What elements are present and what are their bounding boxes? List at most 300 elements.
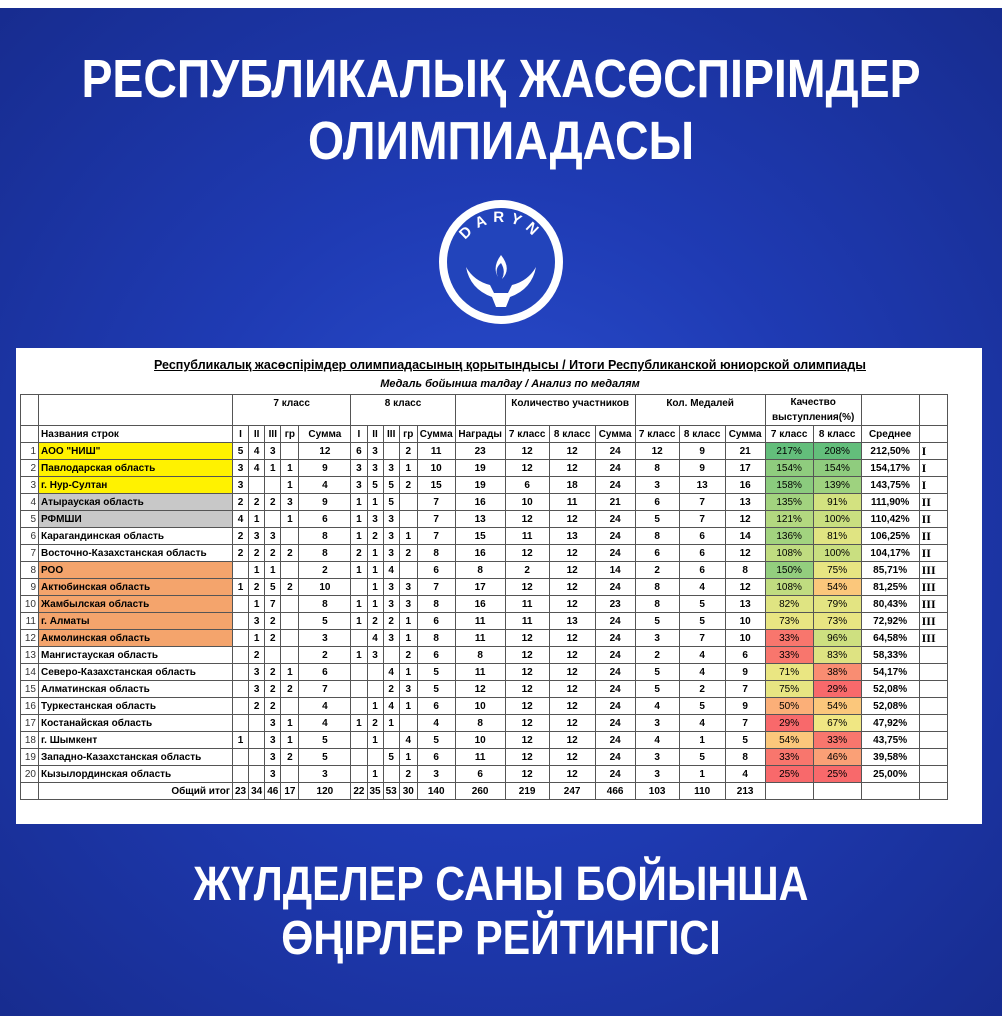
average-value: 81,25% bbox=[861, 579, 919, 596]
class7-value: 4 bbox=[299, 715, 351, 732]
class8-value: 2 bbox=[399, 545, 417, 562]
class7-value: 4 bbox=[249, 443, 265, 460]
participants-value: 12 bbox=[505, 664, 549, 681]
average-value: 58,33% bbox=[861, 647, 919, 664]
class8-value: 1 bbox=[399, 613, 417, 630]
class8-value: 8 bbox=[417, 545, 455, 562]
group-header-medals: Кол. Медалей bbox=[635, 395, 765, 411]
column-header: 8 класс bbox=[549, 426, 595, 443]
column-header: гр bbox=[281, 426, 299, 443]
average-value: 85,71% bbox=[861, 562, 919, 579]
participants-value: 24 bbox=[595, 698, 635, 715]
quality-7-value: 135% bbox=[765, 494, 813, 511]
participants-value: 24 bbox=[595, 579, 635, 596]
participants-value: 24 bbox=[595, 477, 635, 494]
participants-value: 12 bbox=[549, 630, 595, 647]
quality-8-value: 54% bbox=[813, 698, 861, 715]
class8-value: 4 bbox=[399, 732, 417, 749]
class7-value: 1 bbox=[281, 460, 299, 477]
empty-cell bbox=[919, 783, 947, 800]
class8-value: 4 bbox=[383, 562, 399, 579]
total-participants-value: 247 bbox=[549, 783, 595, 800]
medals-value: 3 bbox=[635, 630, 679, 647]
rank-value: III bbox=[919, 630, 947, 647]
average-value: 25,00% bbox=[861, 766, 919, 783]
column-header: II bbox=[367, 426, 383, 443]
medals-value: 4 bbox=[635, 732, 679, 749]
average-value: 111,90% bbox=[861, 494, 919, 511]
class8-value: 2 bbox=[383, 681, 399, 698]
medals-value: 13 bbox=[679, 477, 725, 494]
quality-8-value: 139% bbox=[813, 477, 861, 494]
medals-value: 3 bbox=[635, 749, 679, 766]
class7-value: 12 bbox=[299, 443, 351, 460]
class8-value: 5 bbox=[417, 664, 455, 681]
column-header: Среднее bbox=[861, 426, 919, 443]
rank-value bbox=[919, 732, 947, 749]
participants-value: 12 bbox=[549, 647, 595, 664]
class8-value bbox=[351, 664, 367, 681]
medals-value: 4 bbox=[679, 664, 725, 681]
column-header: 8 класс bbox=[679, 426, 725, 443]
class7-value: 1 bbox=[249, 511, 265, 528]
table-row bbox=[21, 732, 948, 749]
region-name: г. Алматы bbox=[39, 613, 233, 630]
row-index bbox=[21, 783, 39, 800]
total-row bbox=[21, 783, 948, 800]
table-row bbox=[21, 511, 948, 528]
average-value: 154,17% bbox=[861, 460, 919, 477]
table-row bbox=[21, 698, 948, 715]
medals-value: 8 bbox=[635, 579, 679, 596]
class7-value: 2 bbox=[249, 579, 265, 596]
medals-value: 8 bbox=[725, 562, 765, 579]
class8-value: 1 bbox=[399, 528, 417, 545]
total-class7-value: 120 bbox=[299, 783, 351, 800]
medals-value: 2 bbox=[635, 647, 679, 664]
class7-value bbox=[281, 647, 299, 664]
participants-value: 12 bbox=[549, 715, 595, 732]
average-value: 143,75% bbox=[861, 477, 919, 494]
class7-value: 1 bbox=[281, 477, 299, 494]
medals-value: 10 bbox=[725, 613, 765, 630]
participants-value: 24 bbox=[595, 749, 635, 766]
rank-value bbox=[919, 715, 947, 732]
class7-value bbox=[249, 715, 265, 732]
column-header: Названия строк bbox=[39, 426, 233, 443]
medals-value: 5 bbox=[679, 749, 725, 766]
participants-value: 24 bbox=[595, 664, 635, 681]
class8-value: 1 bbox=[399, 664, 417, 681]
medals-value: 6 bbox=[679, 545, 725, 562]
class7-value: 3 bbox=[249, 664, 265, 681]
class7-value bbox=[233, 715, 249, 732]
average-value: 80,43% bbox=[861, 596, 919, 613]
participants-value: 24 bbox=[595, 443, 635, 460]
class7-value: 2 bbox=[249, 647, 265, 664]
quality-8-value: 46% bbox=[813, 749, 861, 766]
class7-value: 1 bbox=[281, 732, 299, 749]
class7-value: 2 bbox=[281, 579, 299, 596]
class7-value bbox=[233, 664, 249, 681]
class7-value: 2 bbox=[265, 613, 281, 630]
rank-value bbox=[919, 664, 947, 681]
class8-value: 6 bbox=[417, 698, 455, 715]
medals-value: 5 bbox=[725, 732, 765, 749]
class8-value: 3 bbox=[383, 528, 399, 545]
participants-value: 13 bbox=[549, 528, 595, 545]
class7-value bbox=[249, 749, 265, 766]
average-value: 43,75% bbox=[861, 732, 919, 749]
class7-value: 2 bbox=[233, 545, 249, 562]
class7-value: 2 bbox=[265, 630, 281, 647]
row-index: 14 bbox=[21, 664, 39, 681]
medals-value: 4 bbox=[679, 647, 725, 664]
participants-value: 12 bbox=[549, 749, 595, 766]
quality-7-value: 108% bbox=[765, 579, 813, 596]
class8-value: 5 bbox=[383, 477, 399, 494]
participants-value: 24 bbox=[595, 613, 635, 630]
class8-value: 3 bbox=[399, 681, 417, 698]
class8-value bbox=[383, 766, 399, 783]
quality-8-value: 33% bbox=[813, 732, 861, 749]
row-index: 5 bbox=[21, 511, 39, 528]
participants-value: 12 bbox=[505, 715, 549, 732]
participants-value: 12 bbox=[549, 545, 595, 562]
medals-value: 5 bbox=[635, 511, 679, 528]
region-name: Павлодарская область bbox=[39, 460, 233, 477]
class8-value: 3 bbox=[399, 579, 417, 596]
awards-value: 13 bbox=[455, 511, 505, 528]
participants-value: 24 bbox=[595, 511, 635, 528]
average-value: 54,17% bbox=[861, 664, 919, 681]
quality-7-value: 29% bbox=[765, 715, 813, 732]
class8-value: 2 bbox=[351, 545, 367, 562]
participants-value: 12 bbox=[549, 579, 595, 596]
rank-header bbox=[919, 426, 947, 443]
quality-8-value: 25% bbox=[813, 766, 861, 783]
quality-7-value: 50% bbox=[765, 698, 813, 715]
medals-value: 21 bbox=[725, 443, 765, 460]
class8-value: 1 bbox=[399, 749, 417, 766]
class8-value: 1 bbox=[367, 562, 383, 579]
participants-value: 21 bbox=[595, 494, 635, 511]
medals-value: 12 bbox=[725, 579, 765, 596]
rank-value: III bbox=[919, 596, 947, 613]
awards-value: 8 bbox=[455, 647, 505, 664]
medals-value: 1 bbox=[679, 732, 725, 749]
awards-value: 23 bbox=[455, 443, 505, 460]
class7-value: 3 bbox=[265, 528, 281, 545]
participants-value: 24 bbox=[595, 528, 635, 545]
average-value: 52,08% bbox=[861, 681, 919, 698]
medals-value: 13 bbox=[725, 596, 765, 613]
class7-value bbox=[281, 630, 299, 647]
class8-value: 6 bbox=[417, 613, 455, 630]
quality-7-value: 73% bbox=[765, 613, 813, 630]
class7-value: 1 bbox=[265, 562, 281, 579]
quality-7-value: 33% bbox=[765, 630, 813, 647]
column-header: Сумма bbox=[417, 426, 455, 443]
rank-value: III bbox=[919, 562, 947, 579]
rank-value: II bbox=[919, 494, 947, 511]
rank-value: II bbox=[919, 528, 947, 545]
row-index: 17 bbox=[21, 715, 39, 732]
column-header: 8 класс bbox=[813, 426, 861, 443]
class8-value bbox=[351, 630, 367, 647]
average-value: 64,58% bbox=[861, 630, 919, 647]
class7-value: 1 bbox=[281, 715, 299, 732]
class7-value: 2 bbox=[233, 528, 249, 545]
total-class8-value: 35 bbox=[367, 783, 383, 800]
participants-value: 12 bbox=[505, 579, 549, 596]
participants-value: 12 bbox=[549, 732, 595, 749]
column-header: III bbox=[383, 426, 399, 443]
class7-value: 7 bbox=[265, 596, 281, 613]
total-participants-value: 466 bbox=[595, 783, 635, 800]
class7-value: 2 bbox=[265, 664, 281, 681]
class8-value: 6 bbox=[417, 562, 455, 579]
class8-value: 8 bbox=[417, 630, 455, 647]
table-row bbox=[21, 494, 948, 511]
class7-value: 1 bbox=[281, 511, 299, 528]
participants-value: 24 bbox=[595, 647, 635, 664]
participants-value: 24 bbox=[595, 630, 635, 647]
total-class7-value: 17 bbox=[281, 783, 299, 800]
row-index: 8 bbox=[21, 562, 39, 579]
medals-value: 5 bbox=[679, 698, 725, 715]
class8-value: 3 bbox=[417, 766, 455, 783]
class7-value bbox=[233, 698, 249, 715]
total-class8-value: 22 bbox=[351, 783, 367, 800]
class7-value: 1 bbox=[249, 596, 265, 613]
class8-value: 2 bbox=[399, 766, 417, 783]
region-name: Туркестанская область bbox=[39, 698, 233, 715]
column-header: Сумма bbox=[725, 426, 765, 443]
table-row bbox=[21, 562, 948, 579]
column-header: Награды bbox=[455, 426, 505, 443]
medals-value: 8 bbox=[635, 528, 679, 545]
row-index: 3 bbox=[21, 477, 39, 494]
class8-value: 1 bbox=[367, 596, 383, 613]
column-header: III bbox=[265, 426, 281, 443]
region-name: РФМШИ bbox=[39, 511, 233, 528]
medals-value: 8 bbox=[635, 596, 679, 613]
class7-value bbox=[265, 477, 281, 494]
quality-7-value: 33% bbox=[765, 647, 813, 664]
group-header-7-class: 7 класс bbox=[233, 395, 351, 411]
class7-value: 4 bbox=[233, 511, 249, 528]
medals-value: 6 bbox=[679, 562, 725, 579]
participants-value: 12 bbox=[505, 460, 549, 477]
quality-8-value: 81% bbox=[813, 528, 861, 545]
medals-value: 16 bbox=[725, 477, 765, 494]
class8-value: 2 bbox=[399, 647, 417, 664]
awards-value: 17 bbox=[455, 579, 505, 596]
participants-value: 12 bbox=[549, 511, 595, 528]
medals-value: 2 bbox=[679, 681, 725, 698]
class8-value: 1 bbox=[367, 494, 383, 511]
group-header-participants: Количество участников bbox=[505, 395, 635, 411]
class8-value: 3 bbox=[399, 596, 417, 613]
footer-headline-line-1: ЖҮЛДЕЛЕР САНЫ БОЙЫНША bbox=[193, 858, 809, 911]
participants-value: 12 bbox=[505, 545, 549, 562]
class7-value: 8 bbox=[299, 545, 351, 562]
class8-value: 1 bbox=[367, 579, 383, 596]
column-header: Сумма bbox=[595, 426, 635, 443]
column-header: гр bbox=[399, 426, 417, 443]
average-value: 110,42% bbox=[861, 511, 919, 528]
group-header-quality: Качество выступления(%) bbox=[765, 395, 861, 426]
class8-value bbox=[399, 562, 417, 579]
column-header: II bbox=[249, 426, 265, 443]
rank-value bbox=[919, 766, 947, 783]
row-index: 16 bbox=[21, 698, 39, 715]
quality-7-value: 136% bbox=[765, 528, 813, 545]
class8-value: 3 bbox=[351, 477, 367, 494]
table-row bbox=[21, 749, 948, 766]
awards-value: 12 bbox=[455, 681, 505, 698]
class7-value: 1 bbox=[281, 664, 299, 681]
table-row bbox=[21, 715, 948, 732]
quality-8-value: 38% bbox=[813, 664, 861, 681]
medals-value: 5 bbox=[679, 613, 725, 630]
class7-value: 3 bbox=[299, 630, 351, 647]
table-row bbox=[21, 477, 948, 494]
participants-value: 12 bbox=[549, 443, 595, 460]
class7-value: 2 bbox=[249, 698, 265, 715]
class7-value: 9 bbox=[299, 494, 351, 511]
average-value: 52,08% bbox=[861, 698, 919, 715]
average-value: 39,58% bbox=[861, 749, 919, 766]
total-awards-value: 260 bbox=[455, 783, 505, 800]
medals-value: 3 bbox=[635, 766, 679, 783]
class7-value bbox=[249, 477, 265, 494]
class8-value bbox=[383, 647, 399, 664]
column-header: Сумма bbox=[299, 426, 351, 443]
headline-line-2: ОЛИМПИАДАСЫ bbox=[307, 111, 695, 171]
class7-value: 5 bbox=[233, 443, 249, 460]
class7-value bbox=[233, 562, 249, 579]
region-name: Карагандинская область bbox=[39, 528, 233, 545]
region-name: Мангистауская область bbox=[39, 647, 233, 664]
class8-value: 1 bbox=[367, 766, 383, 783]
class8-value: 2 bbox=[367, 613, 383, 630]
quality-7-value: 71% bbox=[765, 664, 813, 681]
medals-value: 8 bbox=[725, 749, 765, 766]
class7-value: 2 bbox=[249, 494, 265, 511]
total-participants-value: 219 bbox=[505, 783, 549, 800]
row-index: 7 bbox=[21, 545, 39, 562]
row-index: 2 bbox=[21, 460, 39, 477]
rank-value: II bbox=[919, 511, 947, 528]
class8-value: 3 bbox=[367, 511, 383, 528]
class8-value bbox=[399, 715, 417, 732]
rank-value bbox=[919, 698, 947, 715]
row-index: 20 bbox=[21, 766, 39, 783]
class8-value: 1 bbox=[351, 494, 367, 511]
region-name: Атырауская область bbox=[39, 494, 233, 511]
class8-value bbox=[351, 698, 367, 715]
row-index: 6 bbox=[21, 528, 39, 545]
class7-value: 3 bbox=[233, 477, 249, 494]
table-row bbox=[21, 681, 948, 698]
class7-value: 8 bbox=[299, 528, 351, 545]
region-name: РОО bbox=[39, 562, 233, 579]
row-index: 4 bbox=[21, 494, 39, 511]
class7-value bbox=[249, 732, 265, 749]
quality-8-value: 73% bbox=[813, 613, 861, 630]
class8-value: 5 bbox=[383, 494, 399, 511]
row-index: 18 bbox=[21, 732, 39, 749]
column-header: 7 класс bbox=[505, 426, 549, 443]
class8-value: 1 bbox=[367, 732, 383, 749]
class7-value: 2 bbox=[299, 647, 351, 664]
participants-value: 12 bbox=[505, 698, 549, 715]
medals-value: 7 bbox=[679, 494, 725, 511]
medals-value: 13 bbox=[725, 494, 765, 511]
total-class8-value: 140 bbox=[417, 783, 455, 800]
participants-value: 6 bbox=[505, 477, 549, 494]
class7-value: 2 bbox=[281, 749, 299, 766]
participants-value: 11 bbox=[505, 528, 549, 545]
total-medals-value: 213 bbox=[725, 783, 765, 800]
region-name: Костанайская область bbox=[39, 715, 233, 732]
class8-value: 3 bbox=[367, 443, 383, 460]
medals-value: 12 bbox=[725, 511, 765, 528]
class8-value: 1 bbox=[399, 630, 417, 647]
quality-8-value: 154% bbox=[813, 460, 861, 477]
awards-value: 11 bbox=[455, 749, 505, 766]
class8-value: 2 bbox=[399, 443, 417, 460]
class8-value: 2 bbox=[367, 528, 383, 545]
row-index-header bbox=[21, 426, 39, 443]
region-name: Кызылординская область bbox=[39, 766, 233, 783]
participants-value: 12 bbox=[505, 630, 549, 647]
column-header: I bbox=[233, 426, 249, 443]
medals-value: 6 bbox=[725, 647, 765, 664]
column-header: 7 класс bbox=[635, 426, 679, 443]
participants-value: 12 bbox=[549, 596, 595, 613]
headline-line-1: РЕСПУБЛИКАЛЫҚ ЖАСӨСПІРІМДЕР bbox=[81, 49, 921, 109]
quality-8-value: 67% bbox=[813, 715, 861, 732]
medals-value: 10 bbox=[725, 630, 765, 647]
quality-8-value: 208% bbox=[813, 443, 861, 460]
participants-value: 12 bbox=[549, 681, 595, 698]
class7-value bbox=[233, 613, 249, 630]
class8-value: 4 bbox=[383, 698, 399, 715]
participants-value: 2 bbox=[505, 562, 549, 579]
quality-7-value: 82% bbox=[765, 596, 813, 613]
quality-8-value: 54% bbox=[813, 579, 861, 596]
class7-value bbox=[233, 681, 249, 698]
medals-value: 6 bbox=[679, 528, 725, 545]
class8-value bbox=[399, 494, 417, 511]
medals-value: 5 bbox=[635, 681, 679, 698]
class8-value: 15 bbox=[417, 477, 455, 494]
class8-value bbox=[351, 749, 367, 766]
medals-value: 9 bbox=[679, 443, 725, 460]
quality-7-value: 75% bbox=[765, 681, 813, 698]
awards-value: 11 bbox=[455, 664, 505, 681]
class7-value: 3 bbox=[265, 443, 281, 460]
daryn-logo bbox=[436, 197, 566, 327]
class8-value: 2 bbox=[399, 477, 417, 494]
class8-value: 4 bbox=[367, 630, 383, 647]
class7-value: 2 bbox=[233, 494, 249, 511]
class7-value: 7 bbox=[299, 681, 351, 698]
awards-value: 16 bbox=[455, 596, 505, 613]
